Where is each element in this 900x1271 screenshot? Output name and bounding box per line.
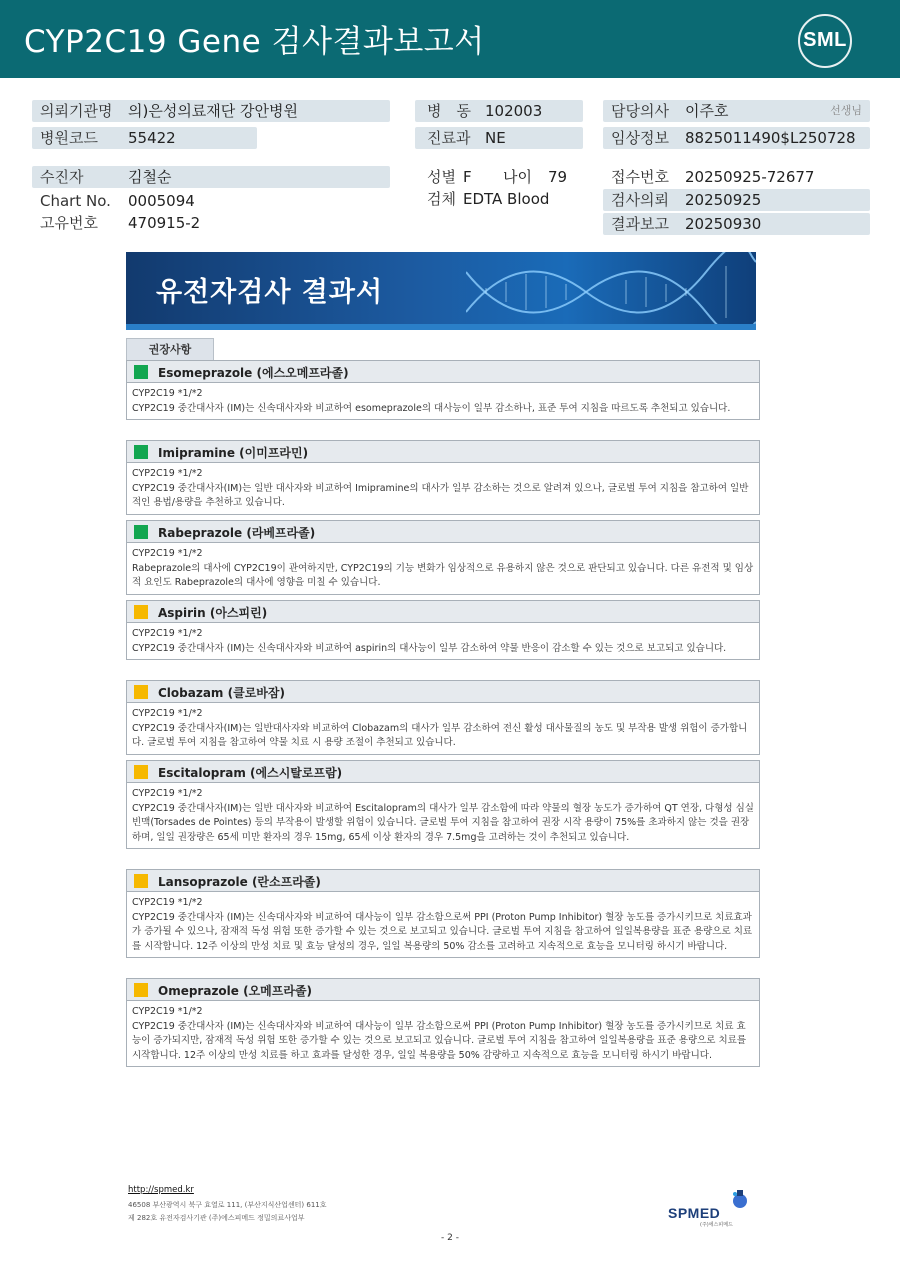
drug-genotype: CYP2C19 *1/*2 — [132, 468, 203, 479]
department-label: 진료과 — [427, 129, 471, 147]
drug-genotype: CYP2C19 *1/*2 — [132, 1006, 203, 1017]
ward-label: 병 동 — [427, 102, 471, 120]
doctor-field — [603, 100, 870, 122]
footer-website-link[interactable]: http://spmed.kr — [128, 1185, 194, 1195]
hospital-code-label: 병원코드 — [40, 129, 98, 147]
institution-field — [32, 100, 390, 122]
report-header — [0, 0, 900, 78]
drug-name: Escitalopram (에스시탈로프람) — [158, 766, 343, 780]
drug-card — [126, 869, 760, 958]
green-status-square-icon — [134, 525, 148, 539]
drug-name: Rabeprazole (라베프라졸) — [158, 526, 316, 540]
drug-name: Aspirin (아스피린) — [158, 606, 268, 620]
banner-title: 유전자검사 결과서 — [156, 277, 384, 308]
drug-card-header — [127, 870, 759, 892]
drug-genotype: CYP2C19 *1/*2 — [132, 897, 203, 908]
specimen-label: 검체 — [427, 190, 456, 208]
institution-label: 의뢰기관명 — [40, 102, 113, 120]
amber-status-square-icon — [134, 874, 148, 888]
report-title: CYP2C19 Gene 검사결과보고서 — [24, 24, 485, 60]
sex-value: F — [463, 168, 472, 186]
drug-recommendation-text: CYP2C19 중간대사자 (IM)는 신속대사자와 비교하여 대사능이 일부 감소함으로써 PPI (Proton Pump Inhibitor) 혈장 농도를 증가시키므로 치료효과가 증가될 수 있으나, 잠재적 독성 위험 또한 증가할 수 있는 것으로 보고되고 있습니다. 글로벌 투여 지침을 참고하여 일일복용량을 표준 용량으로 치료를 시작합니다. 12주 이상의 만성 치료 및 효능 달성의 경우, 일일 복용량의 50% 감소를 고려하고 지속적으로 효능을 모니터링 하시기 바랍니다. — [132, 911, 753, 952]
drug-name: Lansoprazole (란소프라졸) — [158, 875, 321, 889]
clinical-info-label: 임상정보 — [611, 129, 669, 147]
sml-logo-text: SML — [803, 29, 847, 51]
amber-status-square-icon — [134, 765, 148, 779]
drug-genotype: CYP2C19 *1/*2 — [132, 548, 203, 559]
doctor-value: 이주호 — [685, 102, 729, 120]
receipt-no-value: 20250925-72677 — [685, 168, 815, 186]
drug-card-body — [127, 623, 759, 659]
doctor-label: 담당의사 — [611, 102, 669, 120]
drug-card-header — [127, 361, 759, 383]
department-field — [415, 127, 583, 149]
recommendation-tab: 권장사항 — [126, 338, 214, 360]
drug-recommendation-text: CYP2C19 중간대사자(IM)는 일반대사자와 비교하여 Clobazam의 대사가 일부 감소하여 전신 활성 대사물질의 농도 및 부작용 발생 위험이 증가합니다. 글로벌 투여 지침을 참고하여 약물 치료 시 용량 조절이 추천되고 있습니다. — [132, 722, 748, 748]
drug-card — [126, 520, 760, 595]
drug-card — [126, 440, 760, 515]
drug-genotype: CYP2C19 *1/*2 — [132, 788, 203, 799]
institution-value: 의)은성의료재단 강안병원 — [128, 102, 299, 120]
specimen-value: EDTA Blood — [463, 190, 550, 208]
report-date-value: 20250930 — [685, 215, 762, 233]
request-date-value: 20250925 — [685, 191, 762, 209]
amber-status-square-icon — [134, 685, 148, 699]
unique-id-label: 고유번호 — [40, 214, 98, 232]
drug-recommendation-text: Rabeprazole의 대사에 CYP2C19이 관여하지만, CYP2C19의 기능 변화가 임상적으로 유용하지 않은 것으로 판단되고 있습니다. 다른 유전적 및 임상적 요인도 Rabeprazole의 대사에 영향을 미칠 수 있습니다. — [132, 562, 754, 588]
drug-card-header — [127, 521, 759, 543]
chart-no-value: 0005094 — [128, 192, 195, 210]
drug-card-body — [127, 463, 759, 514]
drug-name: Esomeprazole (에스오메프라졸) — [158, 366, 349, 380]
drug-card-body — [127, 892, 759, 957]
drug-recommendation-text: CYP2C19 중간대사자(IM)는 일반 대사자와 비교하여 Imipramine의 대사가 일부 감소하는 것으로 알려져 있으나, 글로벌 투여 지침을 참고하여 일반적인 용법/용량을 추천하고 있습니다. — [132, 482, 749, 508]
drug-card-body — [127, 1001, 759, 1066]
dna-helix-graphic — [466, 252, 756, 330]
drug-card-body — [127, 783, 759, 848]
chart-no-field — [32, 190, 332, 212]
drug-card-body — [127, 543, 759, 594]
spmed-logo-text: SPMED — [668, 1205, 721, 1221]
patient-field — [32, 166, 390, 188]
sml-logo — [798, 14, 852, 68]
drug-genotype: CYP2C19 *1/*2 — [132, 388, 203, 399]
drug-card — [126, 978, 760, 1067]
age-value: 79 — [548, 168, 568, 186]
drug-card-header — [127, 441, 759, 463]
amber-status-square-icon — [134, 983, 148, 997]
drug-card-header — [127, 681, 759, 703]
patient-value: 김철순 — [128, 168, 172, 186]
request-date-label: 검사의뢰 — [611, 191, 669, 209]
specimen-field — [415, 188, 590, 210]
drug-card — [126, 760, 760, 849]
drug-genotype: CYP2C19 *1/*2 — [132, 708, 203, 719]
green-status-square-icon — [134, 365, 148, 379]
unique-id-value: 470915-2 — [128, 214, 201, 232]
drug-card-header — [127, 979, 759, 1001]
age-label: 나이 — [503, 168, 532, 186]
patient-label: 수진자 — [40, 168, 84, 186]
hospital-code-value: 55422 — [128, 129, 176, 147]
drug-card-header — [127, 761, 759, 783]
clinical-info-field — [603, 127, 870, 149]
drug-card — [126, 360, 760, 420]
flask-icon — [726, 1188, 752, 1210]
ward-value: 102003 — [485, 102, 543, 120]
doctor-suffix: 선생님 — [830, 104, 862, 117]
drug-recommendation-text: CYP2C19 중간대사자(IM)는 일반 대사자와 비교하여 Escitalopram의 대사가 일부 감소함에 따라 약물의 혈장 농도가 증가하여 QT 연장, 다형성 심실빈맥(Torsades de Pointes) 등의 부작용이 발생할 위험이 있습니다. 글로벌 투여 지침을 참고하여 권장 시작 용량이 75%를 초과하지 않는 것을 권장하며, 일일 권장량은 65세 미만 환자의 경우 15mg, 65세 이상 환자의 경우 7.5mg을 고려하는 것이 추천되고 있습니다. — [132, 802, 754, 843]
drug-card-body — [127, 383, 759, 419]
drug-card — [126, 600, 760, 660]
page-number: - 2 - — [441, 1233, 459, 1243]
sex-label: 성별 — [427, 168, 456, 186]
clinical-info-value: 8825011490$L250728 — [685, 129, 856, 147]
drug-card — [126, 680, 760, 755]
drug-card-header — [127, 601, 759, 623]
receipt-no-label: 접수번호 — [611, 168, 669, 186]
sex-age-field — [415, 166, 590, 188]
drug-recommendation-text: CYP2C19 중간대사자 (IM)는 신속대사자와 비교하여 aspirin의 대사능이 일부 감소하여 약물 반응이 감소할 수 있는 것으로 보고되고 있습니다. — [132, 642, 727, 654]
hospital-code-field — [32, 127, 257, 149]
banner-underline — [126, 324, 756, 330]
department-value: NE — [485, 129, 506, 147]
drug-card-body — [127, 703, 759, 754]
drug-name: Clobazam (클로바잠) — [158, 686, 285, 700]
result-banner — [126, 252, 756, 330]
amber-status-square-icon — [134, 605, 148, 619]
drug-recommendation-text: CYP2C19 중간대사자 (IM)는 신속대사자와 비교하여 대사능이 일부 감소함으로써 PPI (Proton Pump Inhibitor) 혈장 농도를 증가시키므로 치료 효능이 증가되지만, 잠재적 독성 위험 또한 증가할 수 있는 것으로 보고되고 있습니다. 글로벌 투여 지침을 참고하여 일일복용량을 표준 용량으로 치료를 시작합니다. 12주 이상의 만성 치료를 하고 효과를 달성한 경우, 일일 복용량을 50% 감량하고 지속적으로 효능을 모니터링 하시기 바랍니다. — [132, 1020, 747, 1061]
unique-id-field — [32, 212, 332, 234]
report-date-field — [603, 213, 870, 235]
footer-license: 제 282호 유전자검사기관 (주)에스피메드 정밀의료사업부 — [128, 1214, 305, 1222]
drug-name: Imipramine (이미프라민) — [158, 446, 309, 460]
spmed-logo — [668, 1188, 758, 1228]
footer-address: 46508 부산광역시 북구 효열로 111, (부산지식산업센터) 611호 — [128, 1201, 327, 1209]
ward-field — [415, 100, 583, 122]
drug-recommendation-text: CYP2C19 중간대사자 (IM)는 신속대사자와 비교하여 esomeprazole의 대사능이 일부 감소하나, 표준 투여 지침을 따르도록 추천되고 있습니다. — [132, 402, 731, 414]
report-date-label: 결과보고 — [611, 215, 669, 233]
spmed-logo-subtext: (주)에스피메드 — [700, 1222, 733, 1228]
chart-no-label: Chart No. — [40, 192, 111, 210]
drug-genotype: CYP2C19 *1/*2 — [132, 628, 203, 639]
drug-name: Omeprazole (오메프라졸) — [158, 984, 313, 998]
request-date-field — [603, 189, 870, 211]
receipt-no-field — [603, 166, 870, 188]
green-status-square-icon — [134, 445, 148, 459]
